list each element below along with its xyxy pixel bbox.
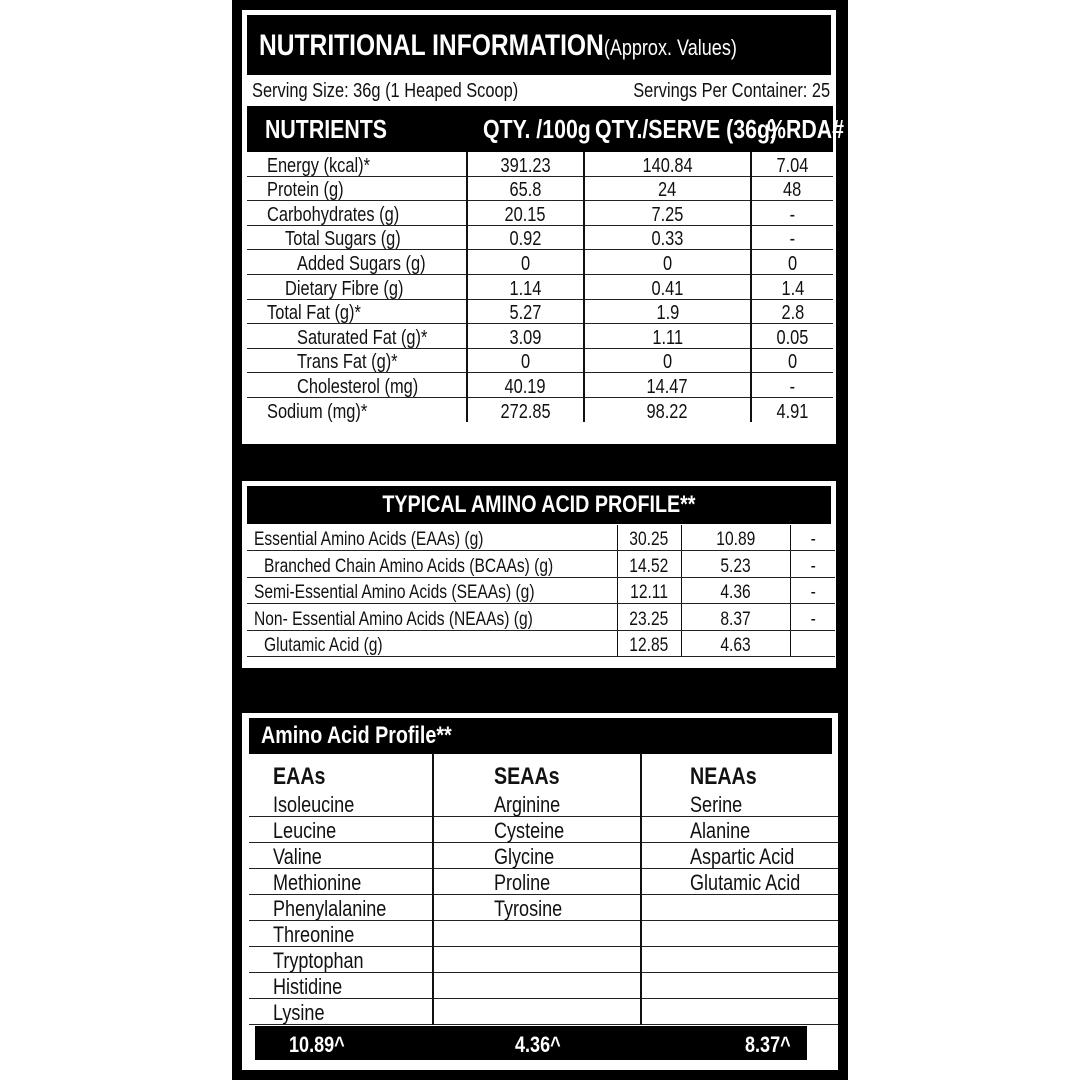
amino-group-name-text: Glutamic Acid (g) xyxy=(264,634,383,656)
amino-acid-item xyxy=(642,895,838,921)
amino-acid-name: Methionine xyxy=(273,870,362,895)
amino-qty-100g xyxy=(617,551,681,577)
amino-acid-name: Phenylalanine xyxy=(273,896,387,921)
amino-acid-name: Alanine xyxy=(690,818,751,843)
rda-value xyxy=(751,299,833,324)
qty-serve-value xyxy=(584,201,751,226)
nutrition-title-note: (Approx. Values) xyxy=(603,35,737,60)
neaas-total: 8.37^ xyxy=(745,1032,791,1057)
qty-serve-value xyxy=(584,225,751,250)
nutrient-name xyxy=(247,348,467,373)
rda-value-text: 2.8 xyxy=(781,302,804,325)
amino-acid-item xyxy=(434,947,642,973)
amino-group-name xyxy=(247,525,617,551)
nutrient-name-text: Sodium (mg)* xyxy=(267,400,368,423)
qty-serve-value xyxy=(584,348,751,373)
nutrient-name-text: Added Sugars (g) xyxy=(297,252,426,275)
nutrition-row xyxy=(247,274,833,299)
amino-profile-title: TYPICAL AMINO ACID PROFILE** xyxy=(382,491,696,518)
qty-100g-value-text: 0.92 xyxy=(509,228,542,251)
qty-serve-value xyxy=(584,176,751,201)
qty-100g-value-text: 391.23 xyxy=(500,154,551,177)
seaas-total: 4.36^ xyxy=(515,1032,561,1057)
nutrition-header-row xyxy=(247,106,845,152)
amino-acid-item xyxy=(249,947,432,973)
rda-value xyxy=(751,201,833,226)
qty-serve-value xyxy=(584,274,751,299)
rda-value xyxy=(751,373,833,398)
qty-serve-value xyxy=(584,373,751,398)
header-nutrients: NUTRIENTS xyxy=(265,114,388,144)
amino-acid-item xyxy=(249,869,432,895)
amino-profile-title-bar xyxy=(247,486,831,524)
amino-group-name-text: Essential Amino Acids (EAAs) (g) xyxy=(254,529,484,551)
amino-acid-item xyxy=(642,947,838,973)
eaas-heading-text: EAAs xyxy=(273,763,326,790)
header-qty-serve: QTY./SERVE (36g) xyxy=(595,114,778,144)
qty-serve-value-text: 0.33 xyxy=(651,228,684,251)
header-rda: %RDA# xyxy=(767,114,845,144)
amino-acid-name: Tryptophan xyxy=(273,948,364,973)
qty-100g-value xyxy=(467,225,584,250)
amino-rda xyxy=(790,525,835,551)
amino-acid-name: Isoleucine xyxy=(273,792,355,817)
amino-qty-serve xyxy=(681,630,790,656)
qty-100g-value-text: 0 xyxy=(520,252,531,275)
nutrient-name-text: Saturated Fat (g)* xyxy=(297,326,428,349)
nutrient-name-text: Energy (kcal)* xyxy=(267,154,370,177)
rda-value xyxy=(751,397,833,421)
qty-100g-value-text: 5.27 xyxy=(509,302,542,325)
amino-acid-item xyxy=(249,973,432,999)
nutrition-row xyxy=(247,299,833,324)
qty-serve-value-text: 1.11 xyxy=(652,326,683,349)
amino-acid-item xyxy=(642,843,838,869)
amino-qty-serve-text: 8.37 xyxy=(720,608,751,630)
amino-acid-name: Serine xyxy=(690,792,743,817)
amino-qty-100g-text: 12.85 xyxy=(629,634,669,656)
amino-acid-item xyxy=(642,973,838,999)
qty-100g-value-text: 65.8 xyxy=(509,179,542,202)
rda-value-text: 48 xyxy=(783,179,802,202)
rda-value-text: 0.05 xyxy=(776,326,809,349)
nutrient-name-text: Cholesterol (mg) xyxy=(297,375,419,398)
amino-acid-name: Lysine xyxy=(273,1000,325,1025)
qty-100g-value xyxy=(467,299,584,324)
amino-rda-text: - xyxy=(810,582,816,604)
qty-100g-value-text: 3.09 xyxy=(509,326,542,349)
qty-100g-value xyxy=(467,152,584,176)
nutrition-row xyxy=(247,324,833,349)
nutrition-row xyxy=(247,250,833,275)
qty-serve-value-text: 0 xyxy=(662,351,673,374)
rda-value-text: - xyxy=(789,228,796,251)
qty-serve-value-text: 14.47 xyxy=(646,375,689,398)
amino-acid-item xyxy=(434,817,642,843)
nutrient-name xyxy=(247,176,467,201)
amino-group-name xyxy=(247,604,617,630)
rda-value-text: - xyxy=(789,375,796,398)
amino-acid-item xyxy=(642,921,838,947)
amino-qty-serve-text: 4.36 xyxy=(720,582,751,604)
amino-acid-item xyxy=(249,921,432,947)
nutrition-row xyxy=(247,152,833,176)
amino-profile-row xyxy=(247,630,835,656)
amino-list-columns xyxy=(249,753,838,1025)
amino-qty-100g xyxy=(617,604,681,630)
amino-acid-name: Leucine xyxy=(273,818,337,843)
qty-100g-value xyxy=(467,373,584,398)
rda-value-text: 4.91 xyxy=(776,400,809,423)
amino-profile-row xyxy=(247,525,835,551)
rda-value xyxy=(751,152,833,176)
amino-rda xyxy=(790,577,835,603)
nutrient-name-text: Total Fat (g)* xyxy=(267,302,361,325)
nutrition-row xyxy=(247,201,833,226)
qty-serve-value-text: 7.25 xyxy=(651,203,684,226)
amino-acid-name: Threonine xyxy=(273,922,355,947)
neaas-heading xyxy=(642,753,838,791)
serving-info-row xyxy=(252,70,830,110)
qty-serve-value xyxy=(584,152,751,176)
qty-100g-value xyxy=(467,176,584,201)
amino-group-name xyxy=(247,551,617,577)
rda-value xyxy=(751,274,833,299)
rda-value-text: - xyxy=(789,203,796,226)
nutrient-name-text: Dietary Fibre (g) xyxy=(285,277,404,300)
amino-qty-serve-text: 4.63 xyxy=(720,634,751,656)
nutrition-row xyxy=(247,176,833,201)
qty-serve-value-text: 140.84 xyxy=(642,154,693,177)
amino-rda xyxy=(790,551,835,577)
amino-profile-row xyxy=(247,604,835,630)
qty-100g-value-text: 1.14 xyxy=(509,277,542,300)
amino-group-name xyxy=(247,577,617,603)
amino-qty-serve-text: 10.89 xyxy=(716,529,756,551)
rda-value xyxy=(751,250,833,275)
amino-group-name xyxy=(247,630,617,656)
amino-acid-item xyxy=(434,921,642,947)
amino-profile-table xyxy=(247,525,835,657)
amino-acid-item xyxy=(642,999,838,1025)
amino-acid-item xyxy=(434,791,642,817)
nutrition-row xyxy=(247,397,833,421)
header-qty-100g: QTY. /100g xyxy=(483,114,591,144)
amino-acid-name: Tyrosine xyxy=(494,896,563,921)
amino-qty-100g-text: 23.25 xyxy=(629,608,669,630)
amino-acid-name: Arginine xyxy=(494,792,561,817)
amino-qty-serve xyxy=(681,525,790,551)
qty-100g-value xyxy=(467,348,584,373)
qty-100g-value xyxy=(467,250,584,275)
amino-acid-item xyxy=(249,843,432,869)
amino-acid-item xyxy=(249,999,432,1025)
rda-value-text: 7.04 xyxy=(776,154,809,177)
amino-acid-item xyxy=(434,843,642,869)
neaas-column xyxy=(640,753,838,1025)
rda-value-text: 0 xyxy=(787,252,798,275)
amino-acid-name: Aspartic Acid xyxy=(690,844,795,869)
amino-profile-section xyxy=(242,481,836,668)
amino-qty-100g xyxy=(617,630,681,656)
amino-rda-text: - xyxy=(810,608,816,630)
qty-serve-value xyxy=(584,250,751,275)
rda-value xyxy=(751,176,833,201)
seaas-heading-text: SEAAs xyxy=(494,763,560,790)
qty-serve-value xyxy=(584,299,751,324)
amino-acid-name: Histidine xyxy=(273,974,343,999)
nutrition-row xyxy=(247,348,833,373)
nutrient-name-text: Trans Fat (g)* xyxy=(297,351,398,374)
rda-value xyxy=(751,348,833,373)
nutrient-name xyxy=(247,274,467,299)
qty-100g-value xyxy=(467,324,584,349)
qty-serve-value xyxy=(584,397,751,421)
amino-qty-100g xyxy=(617,525,681,551)
amino-qty-serve xyxy=(681,604,790,630)
nutrient-name xyxy=(247,299,467,324)
amino-acid-name: Valine xyxy=(273,844,322,869)
qty-serve-value xyxy=(584,324,751,349)
nutrition-row xyxy=(247,373,833,398)
amino-rda xyxy=(790,604,835,630)
servings-per-container xyxy=(590,80,830,103)
amino-rda-text: - xyxy=(810,529,816,551)
nutrition-row xyxy=(247,225,833,250)
nutrient-name xyxy=(247,250,467,275)
nutrient-name xyxy=(247,397,467,421)
amino-group-name-text: Non- Essential Amino Acids (NEAAs) (g) xyxy=(254,608,533,630)
rda-value-text: 1.4 xyxy=(781,277,804,300)
rda-value xyxy=(751,225,833,250)
amino-acid-item xyxy=(434,895,642,921)
eaas-column xyxy=(249,753,432,1025)
nutrition-title xyxy=(259,29,737,63)
amino-totals-bar xyxy=(255,1026,807,1060)
amino-rda-text: - xyxy=(810,555,816,577)
amino-acid-name: Proline xyxy=(494,870,551,895)
seaas-heading xyxy=(434,753,642,791)
amino-profile-row xyxy=(247,551,835,577)
rda-value-text: 0 xyxy=(787,351,798,374)
amino-qty-100g xyxy=(617,577,681,603)
amino-acid-item xyxy=(249,895,432,921)
serving-size: Serving Size: 36g (1 Heaped Scoop) xyxy=(252,80,519,102)
nutrition-title-text: NUTRITIONAL INFORMATION xyxy=(259,29,604,62)
neaas-heading-text: NEAAs xyxy=(690,763,757,790)
qty-serve-value-text: 0.41 xyxy=(651,277,684,300)
qty-100g-value-text: 0 xyxy=(520,351,531,374)
amino-acid-item xyxy=(434,973,642,999)
qty-100g-value-text: 20.15 xyxy=(504,203,547,226)
amino-qty-serve xyxy=(681,551,790,577)
nutrition-section xyxy=(242,10,845,444)
amino-group-name-text: Branched Chain Amino Acids (BCAAs) (g) xyxy=(264,555,554,577)
amino-acid-item xyxy=(434,869,642,895)
nutrition-table xyxy=(247,152,833,422)
nutrient-name xyxy=(247,373,467,398)
seaas-column xyxy=(432,753,642,1025)
qty-100g-value xyxy=(467,397,584,421)
qty-100g-value-text: 40.19 xyxy=(504,375,547,398)
amino-acid-item xyxy=(249,817,432,843)
eaas-total: 10.89^ xyxy=(289,1032,345,1057)
amino-profile-row xyxy=(247,577,835,603)
servings-per-container-text: Servings Per Container: 25 xyxy=(633,80,830,102)
qty-100g-value xyxy=(467,274,584,299)
nutrient-name xyxy=(247,152,467,176)
qty-serve-value-text: 98.22 xyxy=(646,400,689,423)
amino-acid-name: Cysteine xyxy=(494,818,565,843)
eaas-heading xyxy=(249,753,432,791)
nutrient-name-text: Carbohydrates (g) xyxy=(267,203,400,226)
rda-value xyxy=(751,324,833,349)
nutrition-title-bar xyxy=(247,15,831,75)
amino-acid-item xyxy=(642,791,838,817)
amino-qty-100g-text: 30.25 xyxy=(629,529,669,551)
amino-qty-100g-text: 12.11 xyxy=(630,582,669,604)
amino-qty-serve-text: 5.23 xyxy=(720,555,751,577)
amino-acid-item xyxy=(434,999,642,1025)
amino-rda xyxy=(790,630,835,656)
qty-100g-value xyxy=(467,201,584,226)
amino-acid-name: Glycine xyxy=(494,844,555,869)
amino-acid-item xyxy=(249,791,432,817)
qty-100g-value-text: 272.85 xyxy=(500,400,551,423)
nutrient-name xyxy=(247,324,467,349)
amino-acid-item xyxy=(642,869,838,895)
nutrient-name-text: Protein (g) xyxy=(267,179,344,202)
amino-acid-item xyxy=(642,817,838,843)
amino-list-section xyxy=(242,713,838,1070)
nutrient-name-text: Total Sugars (g) xyxy=(285,228,401,251)
nutrient-name xyxy=(247,225,467,250)
amino-qty-serve xyxy=(681,577,790,603)
amino-acid-name: Glutamic Acid xyxy=(690,870,801,895)
amino-group-name-text: Semi-Essential Amino Acids (SEAAs) (g) xyxy=(254,582,535,604)
amino-qty-100g-text: 14.52 xyxy=(629,555,669,577)
qty-serve-value-text: 24 xyxy=(658,179,677,202)
qty-serve-value-text: 1.9 xyxy=(656,302,679,325)
qty-serve-value-text: 0 xyxy=(662,252,673,275)
nutrient-name xyxy=(247,201,467,226)
amino-list-title-bar xyxy=(249,718,832,754)
amino-list-title: Amino Acid Profile** xyxy=(261,722,452,749)
